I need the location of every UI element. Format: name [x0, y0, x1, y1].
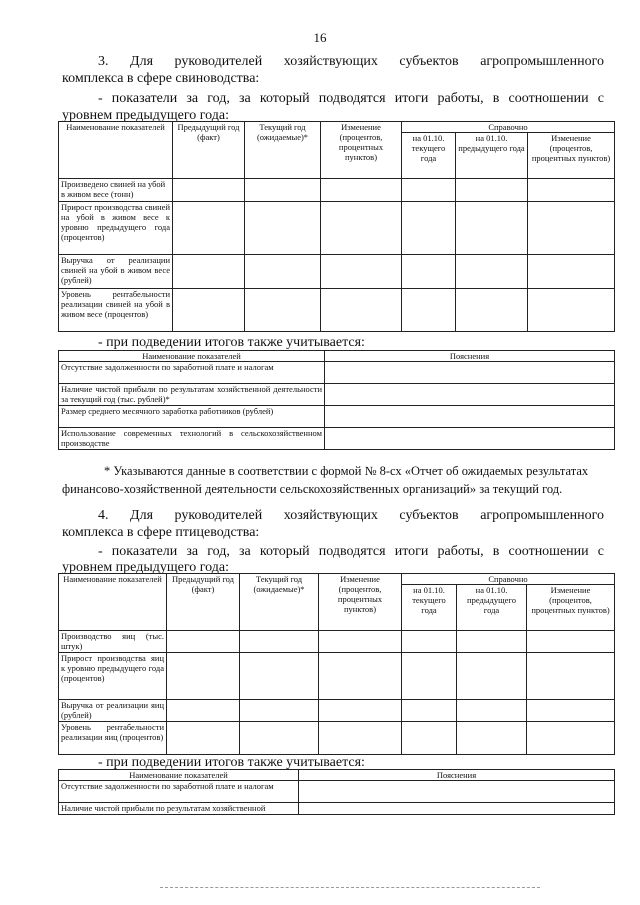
col-header-ref-previous: на 01.10. предыдущего года	[456, 133, 528, 179]
table-cell	[173, 255, 245, 289]
table-cell	[456, 289, 528, 332]
table-cell	[528, 289, 615, 332]
table-cell	[527, 722, 615, 755]
table-cell	[245, 255, 321, 289]
footnote-line1: * Указываются данные в соответствии с формой № 8-сх «Отчет об ожидаемых результатах	[104, 464, 589, 478]
table-cell	[299, 781, 615, 803]
table-cell	[321, 179, 402, 202]
row-label: Наличие чистой прибыли по результатам хозяйственной	[59, 803, 299, 815]
table-cell	[319, 653, 402, 700]
table-cell	[299, 803, 615, 815]
col-header-ref-current: на 01.10. текущего года	[402, 133, 456, 179]
table-cell	[527, 631, 615, 653]
table-cell	[457, 700, 527, 722]
section4-bullet-line2: уровнем предыдущего года:	[62, 560, 229, 575]
row-label: Уровень рентабельности реализации яиц (процентов)	[59, 722, 167, 755]
table-cell	[527, 653, 615, 700]
row-label: Прирост производства яиц к уровню предыдущего года (процентов)	[59, 653, 167, 700]
row-label: Использование современных технологий в сельскохозяйственном производстве	[59, 428, 325, 450]
section3-also-table	[58, 350, 615, 450]
row-label: Отсутствие задолженности по заработной плате и налогам	[59, 781, 299, 803]
table-cell	[457, 722, 527, 755]
section3-indicators-table	[58, 121, 615, 332]
table-cell	[173, 202, 245, 255]
row-label: Прирост производства свиней на убой в живом весе к уровню предыдущего года (процентов)	[59, 202, 173, 255]
row-label: Производство яиц (тыс. штук)	[59, 631, 167, 653]
table-cell	[528, 179, 615, 202]
table-cell	[240, 653, 319, 700]
table-cell	[456, 179, 528, 202]
col-header-explanations: Пояснения	[299, 770, 615, 781]
row-label: Размер среднего месячного заработка работников (рублей)	[59, 406, 325, 428]
section4-indicators-table	[58, 573, 615, 755]
table-cell	[245, 202, 321, 255]
col-header-explanations: Пояснения	[325, 351, 615, 362]
table-cell	[402, 255, 456, 289]
table-cell	[402, 179, 456, 202]
section3-heading-line1: 3. Для руководителей хозяйствующих субъектов агропромышленного	[98, 54, 604, 69]
table-cell	[167, 631, 240, 653]
section3-bullet-line2: уровнем предыдущего года:	[62, 108, 229, 123]
col-header-reference: Справочно	[402, 122, 615, 133]
col-header-prev-year: Предыдущий год (факт)	[167, 574, 240, 631]
page-number: 16	[313, 30, 327, 45]
col-header-prev-year: Предыдущий год (факт)	[173, 122, 245, 179]
col-header-name: Наименование показателей	[59, 574, 167, 631]
table-cell	[321, 289, 402, 332]
col-header-current-year: Текущий год (ожидаемые)*	[245, 122, 321, 179]
col-header-change: Изменение (процентов, процентных пунктов)	[319, 574, 402, 631]
table-cell	[167, 653, 240, 700]
section3-bullet-line1: - показатели за год, за который подводятся итоги работы, в соотношении с	[98, 91, 604, 106]
table-cell	[167, 700, 240, 722]
table-cell	[402, 202, 456, 255]
scan-edge-line	[160, 887, 540, 888]
table-cell	[527, 700, 615, 722]
table-cell	[173, 179, 245, 202]
table-cell	[402, 700, 457, 722]
section4-bullet-line1: - показатели за год, за который подводятся итоги работы, в соотношении с	[98, 544, 604, 559]
footnote-line2: финансово-хозяйственной деятельности сельскохозяйственных организаций» за текущий год.	[62, 482, 563, 496]
section4-also-line: - при подведении итогов также учитывается:	[98, 755, 365, 770]
col-header-change: Изменение (процентов, процентных пунктов)	[321, 122, 402, 179]
col-header-name: Наименование показателей	[59, 122, 173, 179]
table-cell	[325, 428, 615, 450]
row-label: Выручка от реализации свиней на убой в живом весе (рублей)	[59, 255, 173, 289]
table-cell	[457, 653, 527, 700]
col-header-ref-previous: на 01.10. предыдущего года	[457, 585, 527, 631]
table-cell	[245, 179, 321, 202]
table-cell	[456, 202, 528, 255]
table-cell	[528, 202, 615, 255]
table-cell	[402, 653, 457, 700]
col-header-ref-change: Изменение (процентов, процентных пунктов)	[527, 585, 615, 631]
table-cell	[325, 406, 615, 428]
table-cell	[321, 255, 402, 289]
table-cell	[319, 631, 402, 653]
col-header-current-year: Текущий год (ожидаемые)*	[240, 574, 319, 631]
row-label: Выручка от реализации яиц (рублей)	[59, 700, 167, 722]
table-cell	[528, 255, 615, 289]
table-cell	[245, 289, 321, 332]
table-cell	[321, 202, 402, 255]
col-header-reference: Справочно	[402, 574, 615, 585]
col-header-ref-current: на 01.10. текущего года	[402, 585, 457, 631]
section3-also-line: - при подведении итогов также учитывается:	[98, 335, 365, 350]
col-header-name: Наименование показателей	[59, 351, 325, 362]
table-cell	[240, 700, 319, 722]
table-cell	[167, 722, 240, 755]
table-cell	[319, 722, 402, 755]
table-cell	[457, 631, 527, 653]
table-cell	[402, 631, 457, 653]
row-label: Произведено свиней на убой в живом весе (тонн)	[59, 179, 173, 202]
table-cell	[240, 722, 319, 755]
row-label: Отсутствие задолженности по заработной плате и налогам	[59, 362, 325, 384]
table-cell	[402, 289, 456, 332]
section4-also-table	[58, 769, 615, 815]
section4-heading-line1: 4. Для руководителей хозяйствующих субъектов агропромышленного	[98, 508, 604, 523]
row-label: Наличие чистой прибыли по результатам хозяйственной деятельности за текущий год (тыс. рублей)*	[59, 384, 325, 406]
table-cell	[325, 362, 615, 384]
table-cell	[402, 722, 457, 755]
section3-heading-line2: комплекса в сфере свиноводства:	[62, 71, 260, 86]
col-header-name: Наименование показателей	[59, 770, 299, 781]
table-cell	[325, 384, 615, 406]
table-cell	[319, 700, 402, 722]
table-cell	[456, 255, 528, 289]
section4-heading-line2: комплекса в сфере птицеводства:	[62, 525, 260, 540]
row-label: Уровень рентабельности реализации свиней на убой в живом весе (процентов)	[59, 289, 173, 332]
table-cell	[240, 631, 319, 653]
col-header-ref-change: Изменение (процентов, процентных пунктов)	[528, 133, 615, 179]
table-cell	[173, 289, 245, 332]
